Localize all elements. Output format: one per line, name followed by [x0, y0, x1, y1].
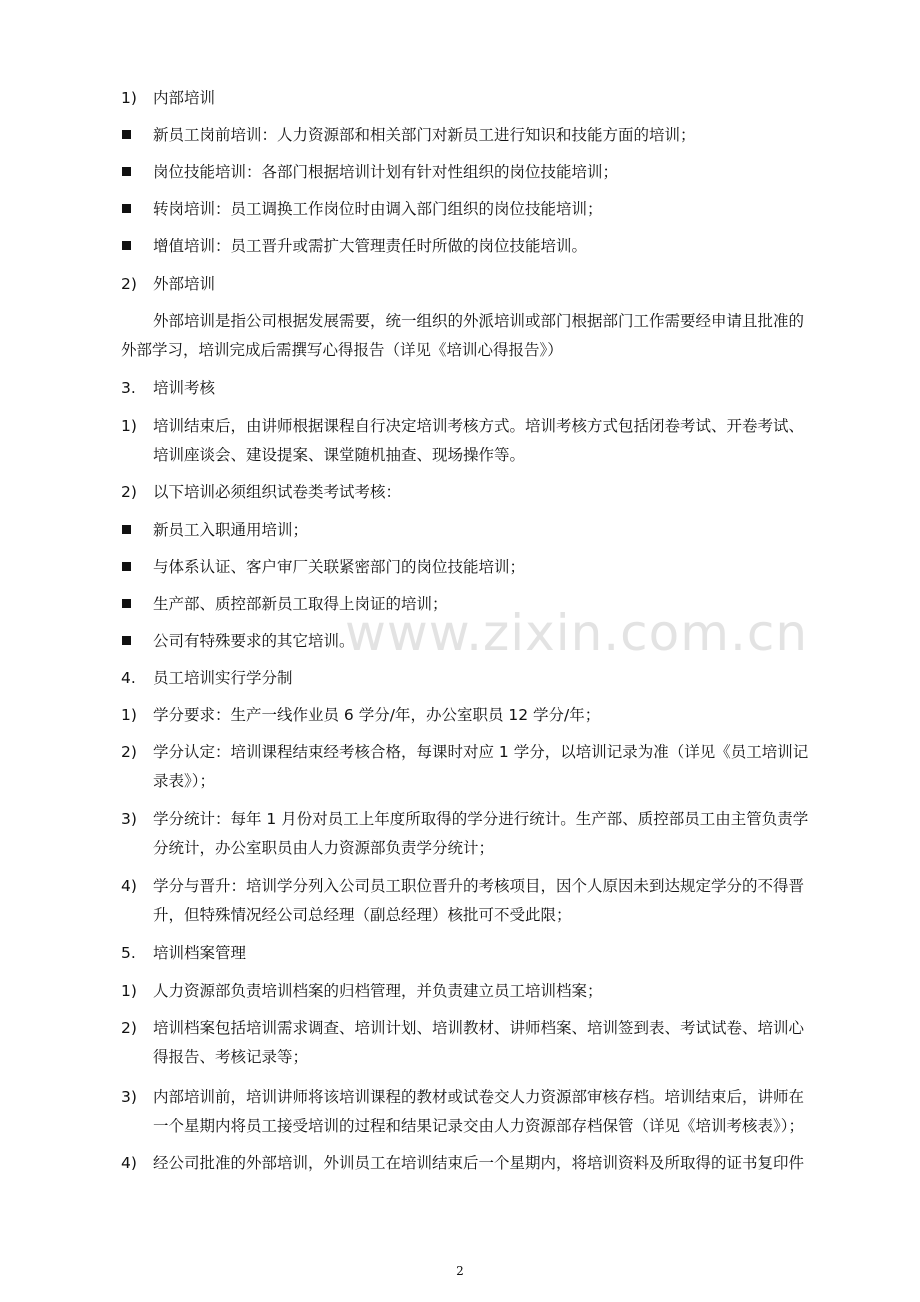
line-text: 分统计，办公室职员由人力资源部负责学分统计； — [153, 839, 495, 857]
line-text: 学分与晋升：培训学分列入公司员工职位晋升的考核项目，因个人原因未到达规定学分的不得晋 — [153, 877, 805, 895]
line-text: 以下培训必须组织试卷类考试考核： — [153, 483, 402, 501]
line-text: 学分认定：培训课程结束经考核合格，每课时对应 1 学分，以培训记录为准（详见《员工培训记 — [153, 743, 809, 761]
list-marker: 1) — [121, 982, 137, 1000]
list-marker: 4) — [121, 1154, 137, 1172]
list-marker: 1) — [121, 706, 137, 724]
line-text: 得报告、考核记录等； — [153, 1048, 309, 1066]
line-text: 内部培训前，培训讲师将该培训课程的教材或试卷交人力资源部审核存档。培训结束后，讲师在 — [153, 1088, 805, 1106]
line-text: 新员工入职通用培训； — [153, 521, 309, 539]
line-text: 录表》）； — [153, 772, 216, 790]
line-text: 人力资源部负责培训档案的归档管理，并负责建立员工培训档案； — [153, 982, 603, 1000]
line-text: 岗位技能培训：各部门根据培训计划有针对性组织的岗位技能培训； — [153, 163, 619, 181]
list-marker: 2) — [121, 483, 137, 501]
list-marker: 3) — [121, 1088, 137, 1106]
line-text: 生产部、质控部新员工取得上岗证的培训； — [153, 595, 448, 613]
line-text: 经公司批准的外部培训，外训员工在培训结束后一个星期内，将培训资料及所取得的证书复印件 — [153, 1154, 805, 1172]
line-text: 员工培训实行学分制 — [153, 669, 293, 687]
line-text: 转岗培训：员工调换工作岗位时由调入部门组织的岗位技能培训； — [153, 200, 603, 218]
page-number: 2 — [456, 1264, 464, 1278]
square-bullet-icon — [122, 241, 131, 250]
line-text: 一个星期内将员工接受培训的过程和结果记录交由人力资源部存档保管（详见《培训考核表》）； — [153, 1117, 805, 1135]
square-bullet-icon — [122, 562, 131, 571]
line-text: 外部培训是指公司根据发展需要，统一组织的外派培训或部门根据部门工作需要经申请且批准的 — [153, 312, 805, 330]
line-text: 外部培训 — [153, 275, 216, 293]
line-text: 内部培训 — [153, 89, 216, 107]
list-marker: 3. — [121, 379, 136, 397]
square-bullet-icon — [122, 599, 131, 608]
line-text: 与体系认证、客户审厂关联紧密部门的岗位技能培训； — [153, 558, 526, 576]
watermark: www.zixin.com.cn — [345, 604, 809, 662]
line-text: 学分统计：每年 1 月份对员工上年度所取得的学分进行统计。生产部、质控部员工由主管负责学 — [153, 810, 809, 828]
line-text: 培训座谈会、建设提案、课堂随机抽查、现场操作等。 — [153, 446, 526, 464]
line-text: 培训档案管理 — [153, 944, 247, 962]
list-marker: 1) — [121, 89, 137, 107]
line-text: 外部学习，培训完成后需撰写心得报告（详见《培训心得报告》） — [121, 341, 563, 359]
square-bullet-icon — [122, 130, 131, 139]
list-marker: 1) — [121, 417, 137, 435]
square-bullet-icon — [122, 167, 131, 176]
square-bullet-icon — [122, 204, 131, 213]
line-text: 新员工岗前培训：人力资源部和相关部门对新员工进行知识和技能方面的培训； — [153, 126, 696, 144]
list-marker: 4) — [121, 877, 137, 895]
square-bullet-icon — [122, 525, 131, 534]
line-text: 培训档案包括培训需求调查、培训计划、培训教材、讲师档案、培训签到表、考试试卷、培训心 — [153, 1019, 805, 1037]
list-marker: 2) — [121, 275, 137, 293]
list-marker: 2) — [121, 1019, 137, 1037]
list-marker: 5. — [121, 944, 136, 962]
line-text: 增值培训：员工晋升或需扩大管理责任时所做的岗位技能培训。 — [153, 237, 588, 255]
list-marker: 2) — [121, 743, 137, 761]
line-text: 公司有特殊要求的其它培训。 — [153, 632, 355, 650]
line-text: 升，但特殊情况经公司总经理（副总经理）核批可不受此限； — [153, 906, 572, 924]
list-marker: 3) — [121, 810, 137, 828]
list-marker: 4. — [121, 669, 136, 687]
line-text: 培训结束后，由讲师根据课程自行决定培训考核方式。培训考核方式包括闭卷考试、开卷考试、 — [153, 417, 805, 435]
line-text: 学分要求：生产一线作业员 6 学分/年，办公室职员 12 学分/年； — [153, 706, 601, 724]
line-text: 培训考核 — [153, 379, 216, 397]
square-bullet-icon — [122, 636, 131, 645]
